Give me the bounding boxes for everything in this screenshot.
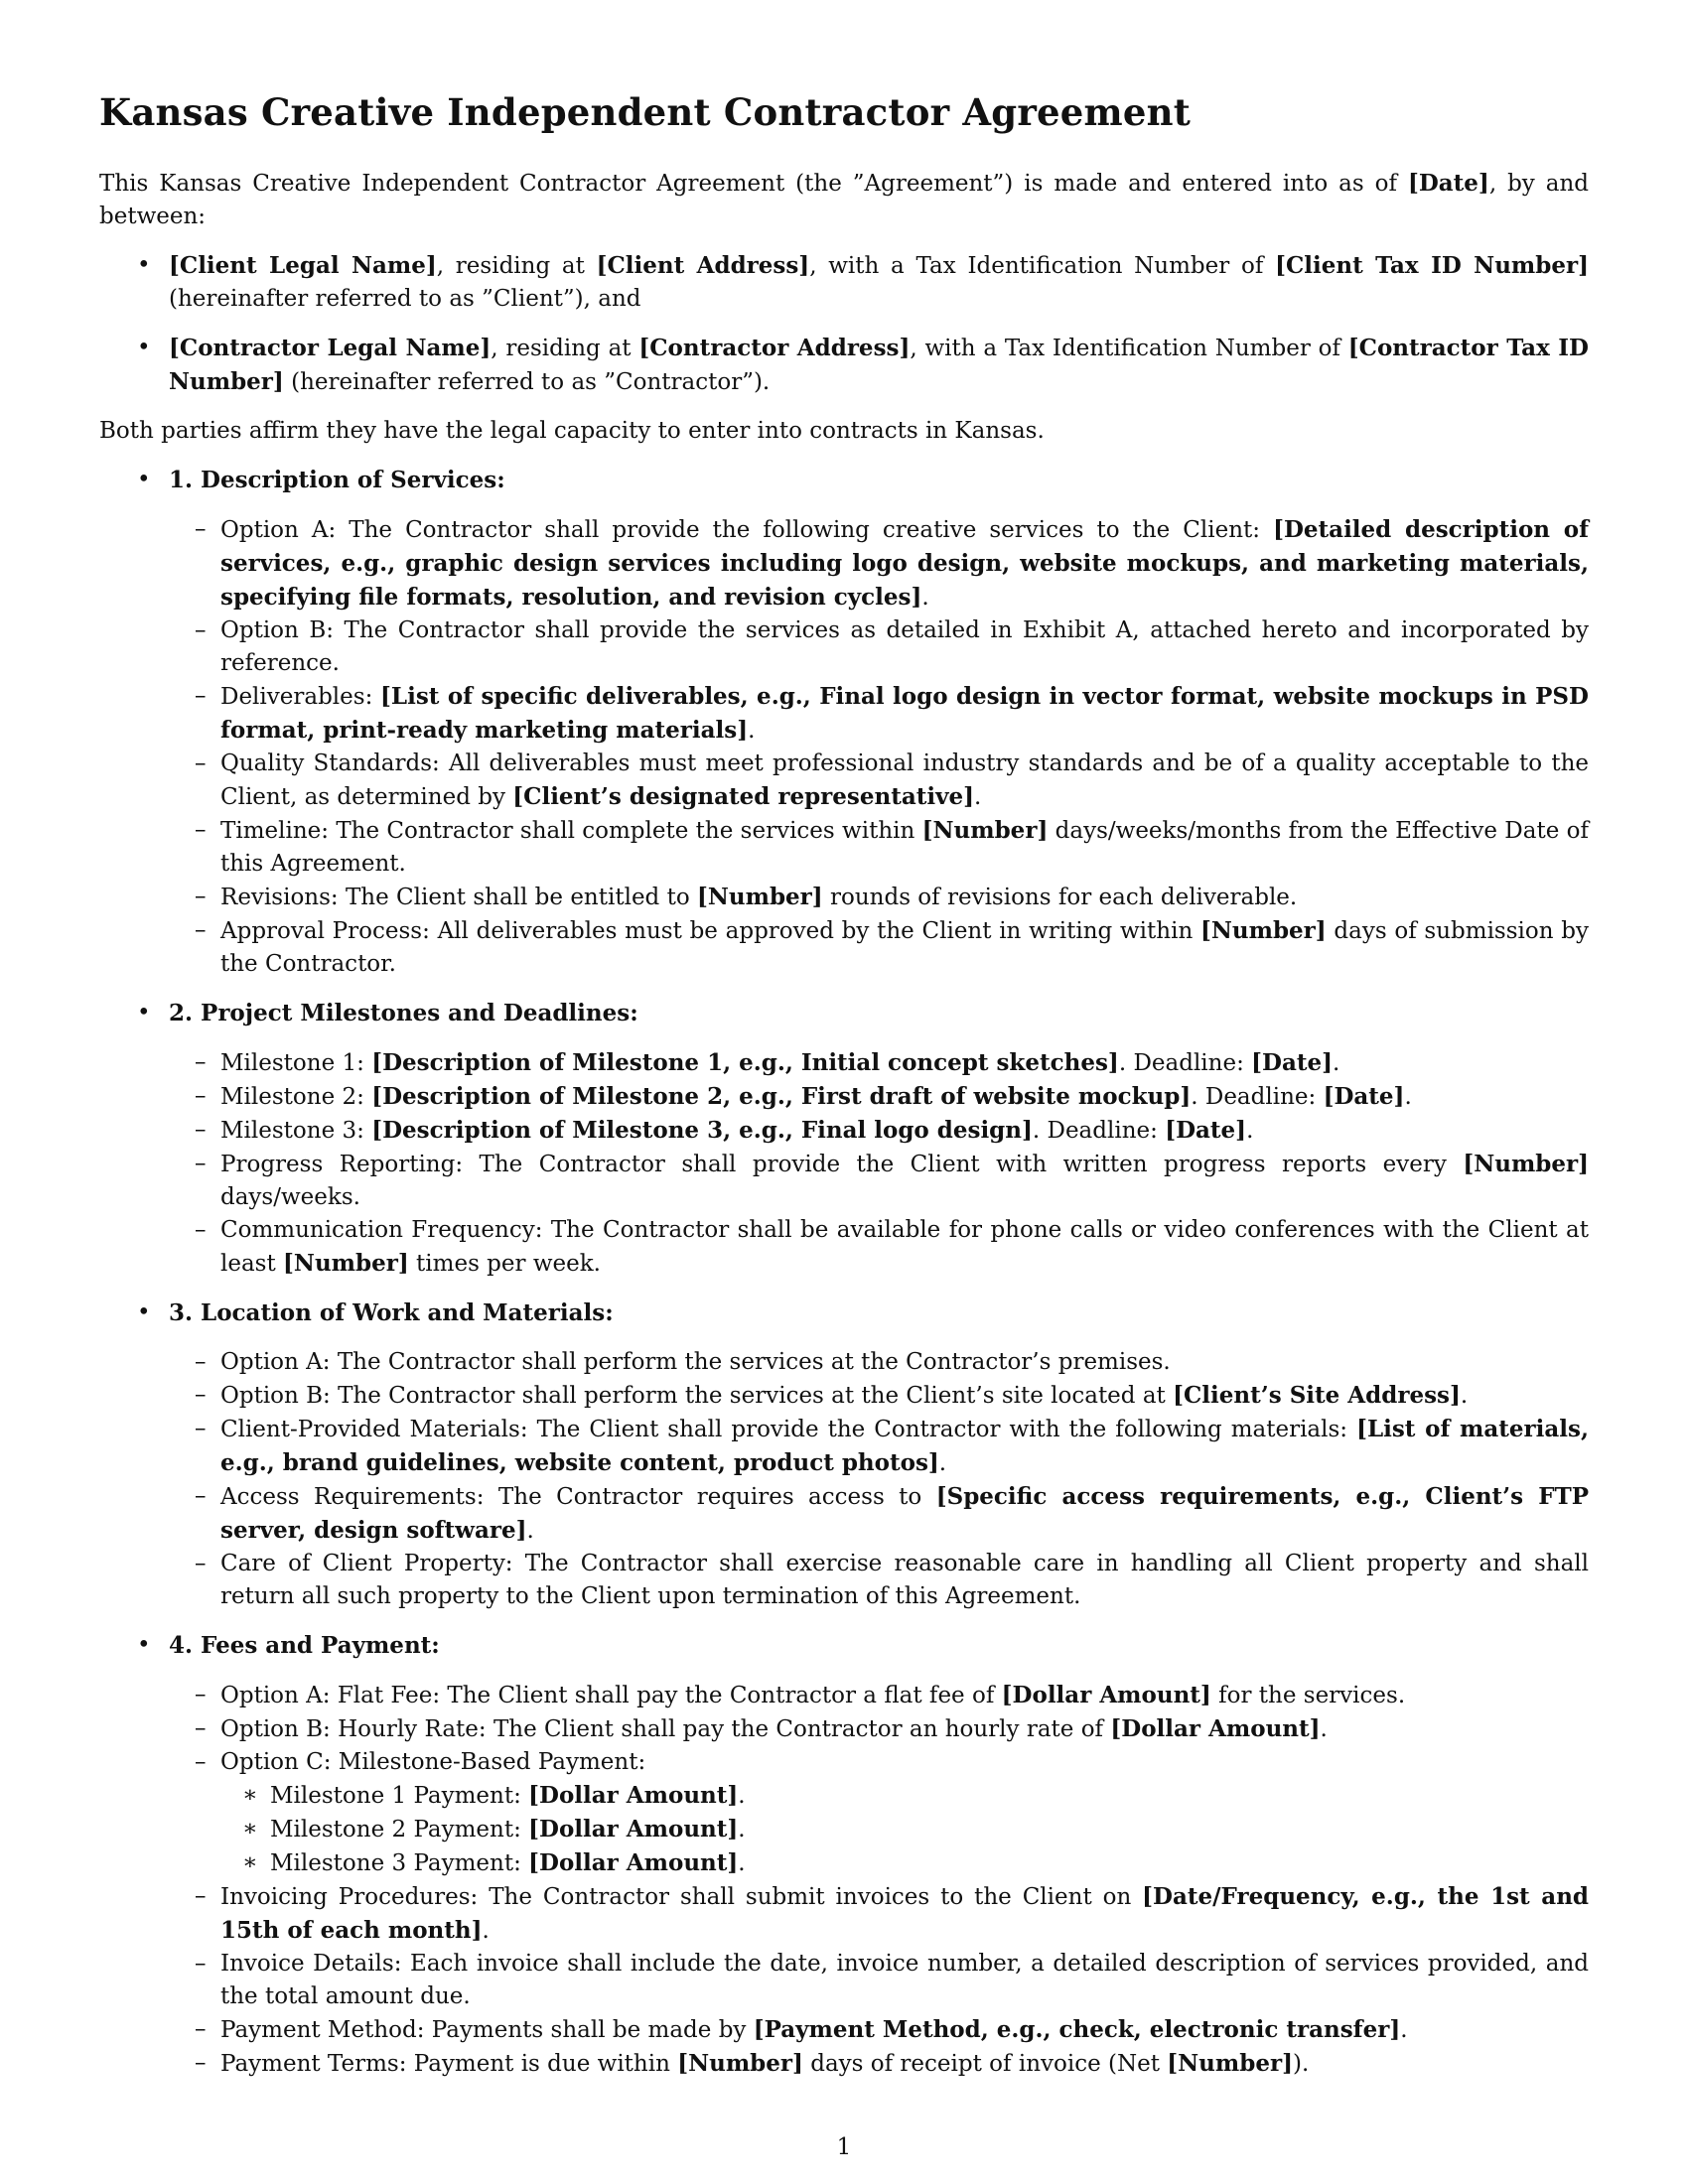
list-item	[163, 680, 1589, 748]
placeholder-text: [Description of Milestone 1, e.g., Initial concept sketches]	[371, 1049, 1119, 1076]
list-item	[163, 1948, 1589, 2013]
placeholder-text: [Client’s Site Address]	[1173, 1382, 1461, 1409]
bullet-marker: •	[137, 1000, 151, 1025]
bullet-marker: •	[137, 1299, 151, 1325]
dash-marker: –	[195, 2050, 207, 2076]
section-heading: 1. Description of Services:	[169, 467, 505, 493]
dash-marker: –	[195, 1049, 207, 1075]
placeholder-text: [Description of Milestone 2, e.g., First draft of website mockup]	[371, 1083, 1192, 1110]
document-page	[99, 87, 1589, 2097]
item-text: Access Requirements: The Contractor requires access to	[220, 1484, 936, 1510]
placeholder-text: [Description of Milestone 3, e.g., Final logo design]	[371, 1117, 1033, 1144]
item-text: Payment Method: Payments shall be made by	[220, 2017, 754, 2043]
item-text: .	[1246, 1118, 1254, 1144]
bullet-marker: •	[137, 1632, 151, 1658]
placeholder-text: [List of materials, e.g., brand guidelines, website content, product photos]	[220, 1416, 1590, 1476]
item-text: Revisions: The Client shall be entitled to	[220, 885, 697, 910]
placeholder-text: [Date]	[1251, 1049, 1334, 1076]
contractor-address-placeholder: [Contractor Address]	[638, 335, 911, 361]
party-text: , residing at	[491, 336, 639, 361]
list-item	[163, 1148, 1589, 1214]
dash-marker: –	[195, 1117, 207, 1143]
item-text: .	[526, 1518, 534, 1544]
item-text: times per week.	[408, 1251, 601, 1277]
list-item	[163, 614, 1589, 680]
bullet-marker: •	[137, 252, 151, 278]
list-item	[163, 1712, 1589, 1746]
list-item	[163, 748, 1589, 814]
list-item	[163, 881, 1589, 914]
date-placeholder: [Date]	[1407, 170, 1489, 197]
list-item	[163, 2013, 1589, 2047]
item-text: Timeline: The Contractor shall complete the services within	[220, 818, 922, 844]
party-text: (hereinafter referred to as ”Contractor”).	[283, 369, 771, 395]
item-text: .	[738, 1850, 746, 1876]
item-text: Option B: The Contractor shall perform the services at the Client’s site located at	[220, 1383, 1174, 1409]
document-title: Kansas Creative Independent Contractor Agreement	[99, 90, 1191, 134]
section-4-items	[169, 1679, 1589, 2081]
dash-marker: –	[195, 1151, 207, 1176]
placeholder-text: [Payment Method, e.g., check, electronic transfer]	[753, 2016, 1401, 2043]
item-text: ).	[1292, 2051, 1310, 2077]
item-text: . Deadline:	[1032, 1118, 1166, 1144]
dash-marker: –	[195, 516, 207, 542]
list-item	[163, 1880, 1589, 1948]
parties-list	[99, 249, 1589, 399]
dash-marker: –	[195, 1682, 207, 1707]
bullet-marker: •	[137, 467, 151, 492]
item-text: Care of Client Property: The Contractor shall exercise reasonable care in handling all Client property and shall return all such property to the Client upon termination of this Agreement.	[220, 1551, 1589, 1609]
item-text: Approval Process: All deliverables must be approved by the Client in writing within	[220, 918, 1200, 944]
affirmation-paragraph: Both parties affirm they have the legal capacity to enter into contracts in Kansas.	[99, 418, 1045, 444]
placeholder-text: [Dollar Amount]	[1110, 1715, 1321, 1742]
intro-text-end: , by and between:	[99, 171, 1589, 229]
dash-marker: –	[195, 1715, 207, 1741]
list-item	[163, 1679, 1589, 1712]
party-client	[99, 249, 1589, 316]
item-text: .	[1333, 1050, 1340, 1076]
item-text: .	[1320, 1716, 1328, 1742]
item-text: .	[973, 784, 982, 810]
star-marker: ∗	[242, 1782, 258, 1808]
list-item	[220, 1846, 1589, 1880]
intro-text: This Kansas Creative Independent Contractor Agreement (the ”Agreement”) is made and entered into as of	[99, 171, 1408, 197]
milestone-payments-list	[220, 1779, 1589, 1880]
dash-marker: –	[195, 1416, 207, 1441]
party-text: , with a Tax Identification Number of	[910, 336, 1348, 361]
placeholder-text: [Number]	[1463, 1151, 1589, 1177]
item-text: Deliverables:	[220, 684, 381, 710]
item-text: .	[1404, 1084, 1412, 1110]
placeholder-text: [Date/Frequency, e.g., the 1st and 15th of each month]	[220, 1883, 1589, 1944]
item-text: .	[938, 1450, 947, 1476]
placeholder-text: [Date]	[1323, 1083, 1405, 1110]
party-contractor	[99, 332, 1589, 399]
item-text: Option A: Flat Fee: The Client shall pay the Contractor a flat fee of	[220, 1683, 1002, 1708]
item-text: Option A: The Contractor shall provide the following creative services to the Client:	[220, 517, 1274, 543]
section-2	[99, 997, 1589, 1281]
section-3	[99, 1297, 1589, 1613]
client-name-placeholder: [Client Legal Name]	[169, 252, 437, 279]
placeholder-text: [Number]	[1167, 2050, 1293, 2077]
party-text: (hereinafter referred to as ”Client”), and	[169, 286, 641, 312]
placeholder-text: [Date]	[1165, 1117, 1247, 1144]
placeholder-text: [Dollar Amount]	[528, 1816, 739, 1843]
item-text: . Deadline:	[1191, 1084, 1324, 1110]
list-item	[163, 914, 1589, 981]
dash-marker: –	[195, 2016, 207, 2042]
item-text: days/weeks.	[220, 1184, 360, 1210]
list-item	[163, 1480, 1589, 1548]
item-text: days of receipt of invoice (Net	[802, 2051, 1168, 2077]
item-text: .	[482, 1918, 490, 1944]
item-text: Client-Provided Materials: The Client shall provide the Contractor with the following materials:	[220, 1417, 1357, 1442]
dash-marker: –	[195, 917, 207, 943]
dash-marker: –	[195, 751, 207, 776]
dash-marker: –	[195, 1883, 207, 1909]
dash-marker: –	[195, 1551, 207, 1576]
list-item	[163, 1379, 1589, 1413]
client-address-placeholder: [Client Address]	[596, 252, 810, 279]
section-1-items	[169, 513, 1589, 981]
dash-marker: –	[195, 1951, 207, 1977]
item-text: Milestone 2:	[220, 1084, 372, 1110]
item-text: Milestone 1 Payment:	[270, 1783, 529, 1809]
dash-marker: –	[195, 1217, 207, 1243]
section-heading: 3. Location of Work and Materials:	[169, 1299, 614, 1326]
placeholder-text: [Dollar Amount]	[1001, 1682, 1211, 1708]
placeholder-text: [Number]	[921, 817, 1049, 844]
contractor-name-placeholder: [Contractor Legal Name]	[169, 335, 492, 361]
dash-marker: –	[195, 1349, 207, 1375]
list-item	[163, 1346, 1589, 1379]
item-text: Milestone 2 Payment:	[270, 1817, 529, 1843]
list-item	[163, 1114, 1589, 1148]
item-text: .	[738, 1817, 746, 1843]
placeholder-text: [Number]	[1199, 917, 1327, 944]
item-text: Progress Reporting: The Contractor shall provide the Client with written progress reports every	[220, 1152, 1464, 1177]
placeholder-text: [Detailed description of services, e.g., graphic design services including logo design, website mockups, and marketing materials, specifying file formats, resolution, and revision cycles]	[220, 516, 1589, 611]
placeholder-text: [Number]	[677, 2050, 803, 2077]
item-text: Invoice Details: Each invoice shall include the date, invoice number, a detailed description of services provided, and the total amount due.	[220, 1951, 1589, 2009]
item-text: Milestone 3:	[220, 1118, 372, 1144]
placeholder-text: [Number]	[697, 884, 823, 910]
contractor-tax-placeholder: [Contractor Tax ID Number]	[169, 335, 1589, 395]
section-heading: 4. Fees and Payment:	[169, 1632, 440, 1659]
item-text: Payment Terms: Payment is due within	[220, 2051, 678, 2077]
item-text: rounds of revisions for each deliverable.	[822, 885, 1298, 910]
item-text: Quality Standards: All deliverables must meet professional industry standards and be of a quality acceptable to the Client, as determined by	[220, 751, 1589, 810]
client-tax-placeholder: [Client Tax ID Number]	[1275, 252, 1589, 279]
list-item	[163, 513, 1589, 614]
bullet-marker: •	[137, 335, 151, 360]
party-text: , residing at	[436, 253, 597, 279]
dash-marker: –	[195, 683, 207, 709]
list-item	[220, 1779, 1589, 1813]
list-item	[163, 1214, 1589, 1281]
item-text: . Deadline:	[1118, 1050, 1252, 1076]
item-text: days of submission by the Contractor.	[220, 918, 1589, 977]
section-1	[99, 464, 1589, 981]
dash-marker: –	[195, 884, 207, 909]
placeholder-text: [Specific access requirements, e.g., Client’s FTP server, design software]	[220, 1483, 1589, 1544]
list-item	[163, 2047, 1589, 2081]
list-item	[163, 1548, 1589, 1613]
star-marker: ∗	[242, 1816, 258, 1842]
item-text: Option A: The Contractor shall perform the services at the Contractor’s premises.	[220, 1349, 1171, 1375]
dash-marker: –	[195, 817, 207, 843]
list-item	[163, 814, 1589, 881]
item-text: Milestone 3 Payment:	[270, 1850, 529, 1876]
item-text: Option C: Milestone-Based Payment:	[220, 1749, 646, 1775]
item-text: .	[738, 1783, 746, 1809]
item-text: .	[921, 585, 929, 611]
section-3-items	[169, 1346, 1589, 1613]
page-number: 1	[836, 2134, 852, 2160]
placeholder-text: [Number]	[283, 1250, 409, 1277]
list-item	[163, 1746, 1589, 1880]
list-item	[220, 1813, 1589, 1846]
intro-paragraph	[99, 167, 1589, 233]
item-text: Milestone 1:	[220, 1050, 372, 1076]
dash-marker: –	[195, 1749, 207, 1775]
item-text: Communication Frequency: The Contractor shall be available for phone calls or video conferences with the Client at least	[220, 1217, 1589, 1277]
section-2-items	[169, 1046, 1589, 1281]
placeholder-text: [Dollar Amount]	[528, 1782, 739, 1809]
sections-list	[99, 464, 1589, 2081]
item-text: .	[1460, 1383, 1469, 1409]
star-marker: ∗	[242, 1849, 258, 1875]
placeholder-text: [Client’s designated representative]	[512, 783, 974, 810]
placeholder-text: [Dollar Amount]	[528, 1849, 739, 1876]
section-4	[99, 1629, 1589, 2081]
item-text: .	[1400, 2017, 1408, 2043]
item-text: Invoicing Procedures: The Contractor shall submit invoices to the Client on	[220, 1884, 1143, 1910]
dash-marker: –	[195, 1083, 207, 1109]
item-text: days/weeks/months from the Effective Date of this Agreement.	[220, 818, 1589, 877]
section-heading: 2. Project Milestones and Deadlines:	[169, 1000, 638, 1026]
list-item	[163, 1080, 1589, 1114]
list-item	[163, 1413, 1589, 1480]
dash-marker: –	[195, 617, 207, 643]
party-text: , with a Tax Identification Number of	[809, 253, 1276, 279]
item-text: for the services.	[1210, 1683, 1406, 1708]
placeholder-text: [List of specific deliverables, e.g., Final logo design in vector format, website mockups in PSD format, print-ready marketing materials]	[220, 683, 1589, 744]
item-text: Option B: Hourly Rate: The Client shall pay the Contractor an hourly rate of	[220, 1716, 1111, 1742]
item-text: Option B: The Contractor shall provide the services as detailed in Exhibit A, attached hereto and incorporated by reference.	[220, 617, 1589, 676]
item-text: .	[748, 718, 756, 744]
dash-marker: –	[195, 1382, 207, 1408]
dash-marker: –	[195, 1483, 207, 1509]
list-item	[163, 1046, 1589, 1080]
